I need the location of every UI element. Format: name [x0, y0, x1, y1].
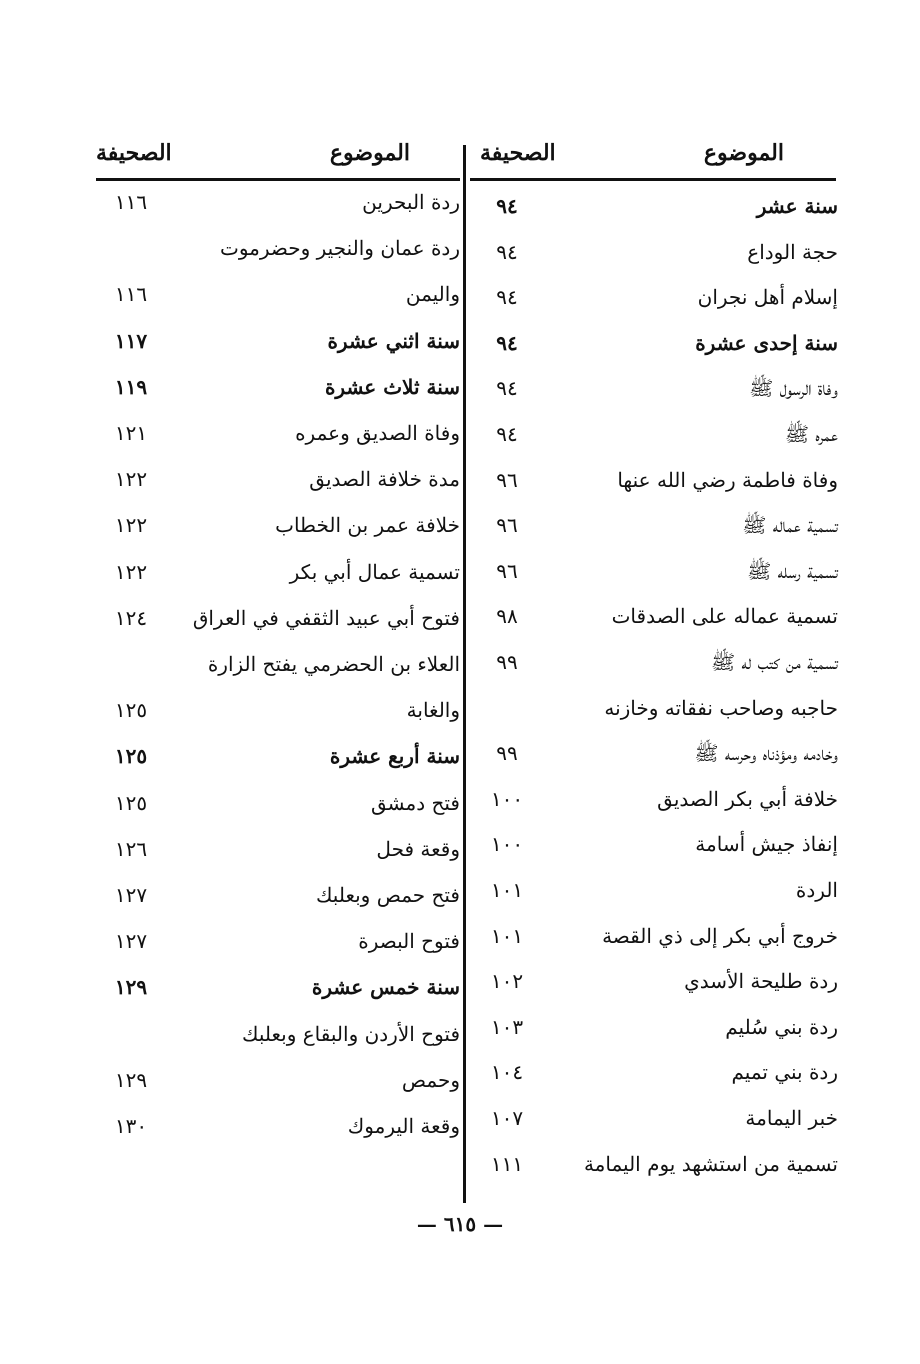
index-row: [472, 741, 838, 781]
index-page-number: ٩٩: [496, 741, 518, 766]
index-row: [96, 282, 460, 322]
index-topic: سنة عشر: [756, 194, 838, 218]
index-topic: سنة أربع عشرة: [329, 744, 460, 769]
index-topic: ردة البحرين: [362, 190, 460, 214]
index-row: [472, 240, 838, 280]
index-row: [96, 1114, 460, 1154]
index-topic: خلافة أبي بكر الصديق: [657, 786, 838, 811]
column-header: [472, 140, 838, 180]
header-rule-right: [470, 178, 836, 181]
index-row: [96, 883, 460, 923]
index-topic: سنة إحدى عشرة: [695, 330, 838, 355]
index-row: [96, 837, 460, 877]
index-topic: وخادمه ومؤذناه وحرسه ﷺ: [694, 741, 838, 766]
index-topic: والغابة: [406, 698, 460, 723]
page-header: الصحيفة: [480, 140, 556, 166]
index-topic: سنة ثلاث عشرة: [324, 374, 460, 399]
index-row: [472, 924, 838, 964]
index-topic: وحمص: [401, 1067, 460, 1092]
index-topic: فتح حمص وبعلبك: [315, 883, 460, 907]
index-row: [96, 929, 460, 969]
index-topic: وقعة فحل: [376, 836, 460, 861]
index-column-left: [96, 140, 460, 1138]
index-topic: فتح دمشق: [370, 790, 460, 815]
header-rule-left: [96, 178, 460, 181]
index-topic: تسمية من كتب له ﷺ: [711, 650, 838, 674]
index-row: [472, 650, 838, 690]
index-row: [472, 1106, 838, 1146]
page-number: — ٦١٥ —: [416, 1212, 504, 1236]
index-row: [96, 467, 460, 507]
index-topic: سنة اثني عشرة: [327, 328, 460, 353]
index-page-number: ١٢٩: [114, 975, 148, 1000]
index-page-number: ١١٩: [114, 374, 148, 399]
index-row: [96, 190, 460, 230]
index-topic: إنفاذ جيش أسامة: [695, 832, 838, 857]
index-page-number: ٩٤: [496, 422, 518, 446]
index-topic: واليمن: [405, 282, 460, 307]
index-topic: سنة خمس عشرة: [311, 975, 460, 1000]
index-topic: وفاة الصديق وعمره: [295, 421, 460, 445]
index-row: [472, 1015, 838, 1055]
index-page-number: ٩٤: [496, 285, 518, 310]
index-page-number: ٩٤: [496, 376, 518, 401]
index-page-number: ١٢٢: [114, 513, 148, 538]
index-row: [96, 744, 460, 784]
index-topic: وقعة اليرموك: [347, 1114, 460, 1138]
index-topic: حجة الوداع: [747, 239, 838, 264]
index-topic: فتوح الأردن والبقاع وبعلبك: [242, 1021, 460, 1046]
index-page-number: ٩٦: [496, 513, 518, 538]
index-page-number: ٩٤: [496, 239, 518, 264]
index-page-number: ١٠٧: [490, 1106, 524, 1130]
index-topic: تسمية عماله على الصدقات: [611, 604, 838, 629]
index-page-number: ١١٦: [114, 282, 148, 307]
index-row: [472, 787, 838, 827]
index-page-number: ١٠٣: [490, 1014, 524, 1039]
index-page-number: ١٢٦: [114, 836, 148, 861]
index-topic: خبر اليمامة: [745, 1106, 838, 1130]
index-row: [472, 513, 838, 553]
index-row: [472, 832, 838, 872]
index-topic: العلاء بن الحضرمي يفتح الزارة: [207, 652, 460, 676]
index-row: [472, 878, 838, 918]
index-row: [472, 1152, 838, 1192]
index-page-number: ١٠٢: [490, 969, 524, 994]
index-topic: ردة طليحة الأسدي: [684, 969, 838, 994]
index-page-number: ٩٤: [496, 194, 518, 218]
index-topic: عمره ﷺ: [784, 422, 838, 446]
index-page-number: ٩٦: [496, 467, 518, 492]
index-topic: وفاة فاطمة رضي الله عنها: [617, 467, 838, 492]
index-row: [472, 969, 838, 1009]
index-row: [96, 560, 460, 600]
index-row: [472, 376, 838, 416]
index-row: [96, 236, 460, 276]
index-row: [472, 1060, 838, 1100]
index-page-number: ١٢٧: [114, 929, 148, 954]
index-topic: مدة خلافة الصديق: [309, 467, 460, 492]
index-row: [472, 194, 838, 234]
index-page-number: ١٢٤: [114, 605, 148, 630]
index-row: [472, 422, 838, 462]
index-topic: حاجبه وصاحب نفقاته وخازنه: [604, 695, 838, 720]
index-page-number: ١٢٥: [114, 744, 148, 769]
index-topic: فتوح البصرة: [358, 929, 460, 954]
index-page-number: ١٢٢: [114, 467, 148, 492]
index-topic: ردة بني سُليم: [725, 1014, 838, 1039]
index-column-right: [472, 140, 838, 1176]
index-topic: ردة بني تميم: [731, 1060, 838, 1085]
index-page-number: ١٠٠: [490, 832, 524, 857]
index-row: [472, 468, 838, 508]
index-topic: تسمية رسله ﷺ: [747, 558, 838, 583]
index-row: [96, 606, 460, 646]
index-topic: إسلام أهل نجران: [697, 285, 838, 310]
page-header: الصحيفة: [96, 140, 172, 166]
index-page-number: ٩٩: [496, 650, 518, 674]
index-topic: تسمية من استشهد يوم اليمامة: [583, 1151, 838, 1176]
index-topic: ردة عمان والنجير وحضرموت: [220, 236, 460, 261]
index-topic: فتوح أبي عبيد الثقفي في العراق: [192, 605, 460, 630]
index-topic: خروج أبي بكر إلى ذي القصة: [602, 923, 838, 948]
index-page-number: ١١١: [490, 1151, 524, 1176]
index-row: [96, 975, 460, 1015]
index-page-number: ١٢٥: [114, 790, 148, 815]
index-page-number: ١٢١: [114, 421, 148, 445]
index-page-number: ١٢٢: [114, 559, 148, 584]
topic-header: الموضوع: [703, 140, 784, 166]
index-page-number: ١٠٤: [490, 1060, 524, 1085]
topic-header: الموضوع: [329, 140, 410, 166]
index-topic: تسمية عماله ﷺ: [742, 513, 838, 538]
index-page-number: ١١٦: [114, 190, 148, 214]
index-row: [96, 1022, 460, 1062]
index-row: [472, 331, 838, 371]
index-row: [96, 421, 460, 461]
column-header: [96, 140, 460, 180]
index-row: [472, 559, 838, 599]
index-row: [472, 604, 838, 644]
index-row: [96, 375, 460, 415]
index-page-number: ١٠١: [490, 878, 524, 902]
index-page-number: ١٢٧: [114, 883, 148, 907]
index-page-number: ١٢٩: [114, 1067, 148, 1092]
index-page-number: ٩٨: [496, 604, 518, 629]
index-page-number: ١٢٥: [114, 698, 148, 723]
index-row: [472, 696, 838, 736]
index-topic: الردة: [795, 878, 838, 902]
index-page-number: ٩٤: [496, 330, 518, 355]
index-topic: خلافة عمر بن الخطاب: [275, 513, 460, 538]
index-page-number: ٩٦: [496, 558, 518, 583]
column-divider: [463, 145, 466, 1203]
index-row: [96, 652, 460, 692]
index-row: [96, 698, 460, 738]
index-row: [472, 285, 838, 325]
index-row: [96, 1068, 460, 1108]
index-row: [96, 791, 460, 831]
index-topic: تسمية عمال أبي بكر: [289, 559, 460, 584]
index-topic: وفاة الرسول ﷺ: [749, 376, 838, 401]
index-page-number: ١٠١: [490, 923, 524, 948]
index-page-number: ١١٧: [114, 328, 148, 353]
index-page-number: ١٠٠: [490, 786, 524, 811]
index-row: [96, 513, 460, 553]
index-row: [96, 329, 460, 369]
index-page-number: ١٣٠: [114, 1114, 148, 1138]
